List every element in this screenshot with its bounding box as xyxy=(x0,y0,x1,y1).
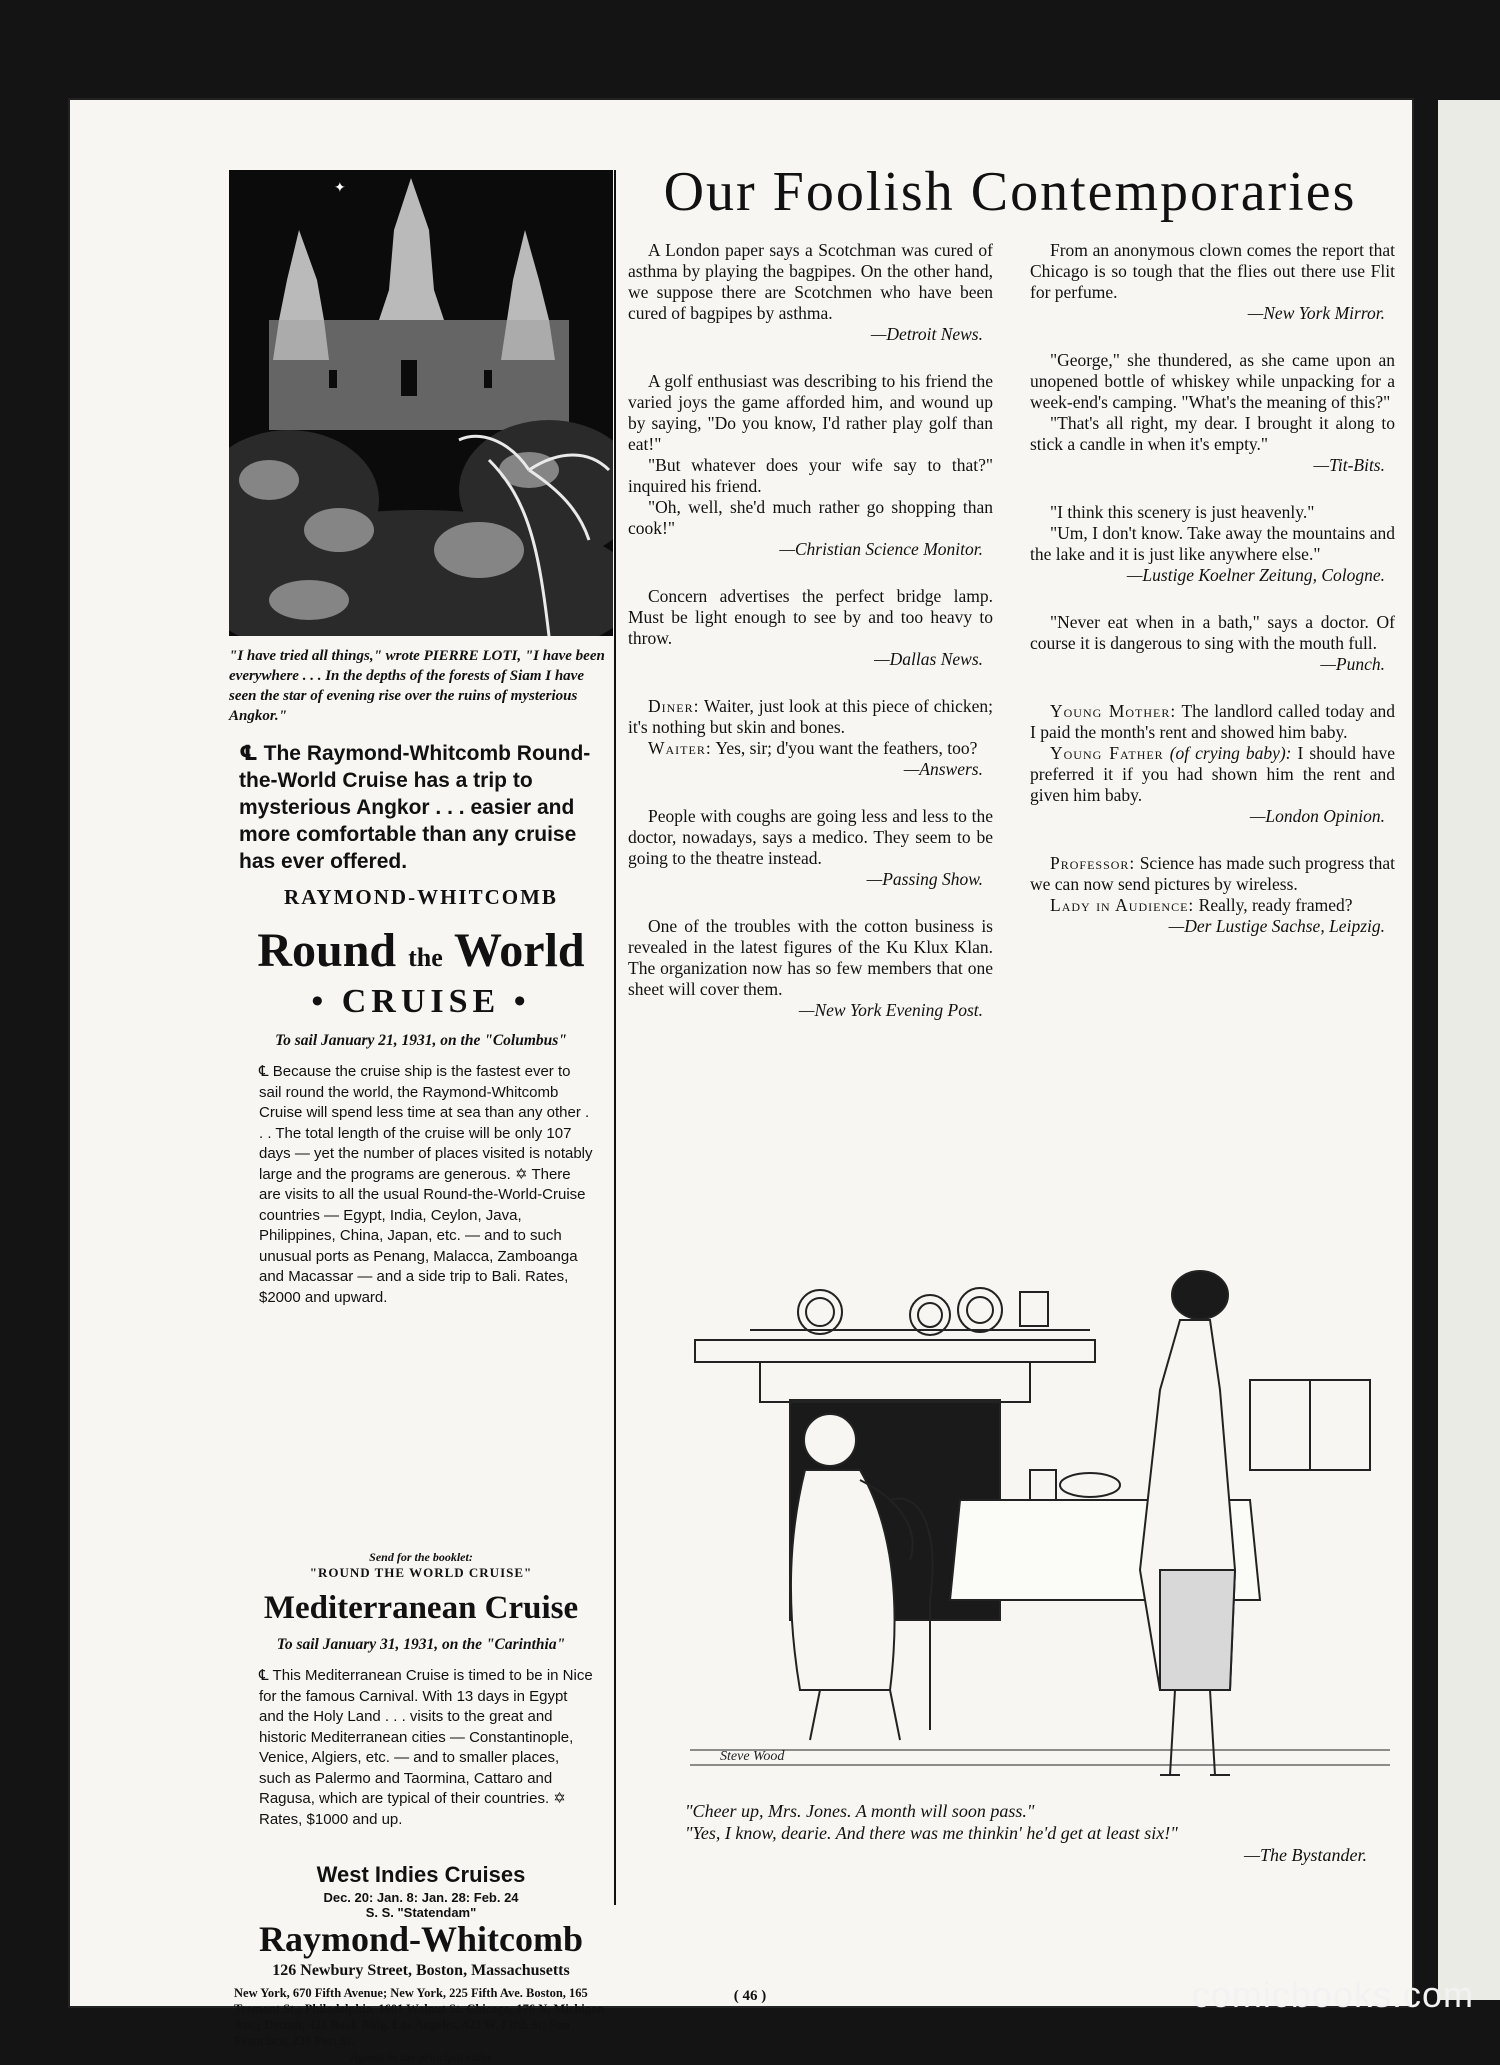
dialogue-text: Really, ready framed? xyxy=(1198,895,1353,915)
company-name: Raymond-Whitcomb xyxy=(258,1919,584,1959)
caption-line-1: "Cheer up, Mrs. Jones. A month will soon pass." xyxy=(685,1801,1035,1821)
dialogue-line xyxy=(628,738,993,759)
speaker: Young Mother: xyxy=(1050,701,1177,721)
speaker-note: (of crying baby): xyxy=(1169,743,1292,763)
joke-line: "But whatever does your wife say to that?" inquired his friend. xyxy=(628,455,993,496)
jokes-column-right xyxy=(1030,240,1395,963)
joke-source: —Der Lustige Sachse, Leipzig. xyxy=(1168,916,1385,936)
joke-source: —Lustige Koelner Zeitung, Cologne. xyxy=(1126,565,1385,585)
dialogue-line xyxy=(628,696,993,738)
rtw-sailing-date: To sail January 21, 1931, on the "Columbus" xyxy=(275,1032,567,1049)
joke-item xyxy=(628,696,993,780)
joke-line: "Oh, well, she'd much rather go shopping than cook!" xyxy=(628,497,993,538)
med-body-text: ℄ This Mediterranean Cruise is timed to be in Nice for the famous Carnival. With 13 days in Egypt and the Holy Land . . . visits to the great and historic Mediterranean cities — Constantinople, Venice, Algiers, etc. — and to smaller places, such as Palermo and Taormina, Cattaro and Ragusa, which are typical of their countries. ✡ Rates, $1000 and up. xyxy=(259,1667,593,1828)
west-indies-ship: S. S. "Statendam" xyxy=(365,1905,477,1920)
booklet-label: Send for the booklet: xyxy=(369,1550,473,1564)
cruise-heading: • CRUISE • xyxy=(311,983,531,1020)
caption-source: —The Bystander. xyxy=(1244,1845,1367,1865)
joke-item xyxy=(1030,701,1395,827)
speaker: Professor: xyxy=(1050,853,1136,873)
joke-item xyxy=(628,806,993,890)
rtw-word-world: World xyxy=(453,924,585,977)
joke-line: "That's all right, my dear. I brought it along to stick a candle in when it's empty." xyxy=(1030,413,1395,454)
mediterranean-heading: Mediterranean Cruise xyxy=(263,1590,579,1626)
speaker: Young Father xyxy=(1050,743,1164,763)
joke-item xyxy=(628,371,993,560)
dialogue-text: Yes, sir; d'you want the feathers, too? xyxy=(715,738,978,758)
branch-offices: New York, 670 Fifth Avenue; New York, 225 Fifth Ave. Boston, 165 Tremont St.; Philadelphia, 1601 Walnut St. Chicago, 176 N. Michigan Ave.; Detroit, 421 Book Bldg. Los Angeles, 423 W. Fifth St; San Francisco, 230 Post St. xyxy=(234,1986,605,2048)
cartoon-caption xyxy=(685,1800,1375,1866)
page-title: Our Foolish Contemporaries xyxy=(663,161,1357,223)
site-watermark: comicbooks.com xyxy=(1191,1974,1474,2015)
speaker: Lady in Audience: xyxy=(1050,895,1195,915)
joke-line: A golf enthusiast was describing to his friend the varied joys the game afforded him, and wound up by saying, "Do you know, I'd rather play golf than eat!" xyxy=(628,371,993,454)
page-number: ( 46 ) xyxy=(733,1988,767,2004)
joke-item xyxy=(1030,612,1395,675)
joke-source: —Tit-Bits. xyxy=(1313,455,1385,475)
pierre-loti-quote: "I have tried all things," wrote PIERRE LOTI, "I have been everywhere . . . In the depths of the forests of Siam I have seen the star of evening rise over the ruins of mysterious Angkor." xyxy=(229,648,605,724)
dialogue-text: Science has made such progress that we can now send pictures by wireless. xyxy=(1030,853,1395,894)
dialogue-line xyxy=(1030,701,1395,743)
joke-item xyxy=(1030,502,1395,586)
joke-source: —Christian Science Monitor. xyxy=(779,539,983,559)
dialogue-line xyxy=(1030,853,1395,895)
dialogue-text: Waiter, just look at this piece of chicken; it's nothing but skin and bones. xyxy=(628,696,993,737)
cartoon-signature: Steve Wood xyxy=(720,1749,785,1764)
joke-source: —New York Evening Post. xyxy=(798,1000,983,1020)
joke-text: A London paper says a Scotchman was cured of asthma by playing the bagpipes. On the other hand, we suppose there are Scotchmen who have been cured of bagpipes by asthma. xyxy=(628,240,993,323)
agents-note: Agents in the principal cities xyxy=(350,2050,492,2064)
joke-source: —Answers. xyxy=(903,759,983,779)
joke-item xyxy=(628,240,993,345)
joke-source: —London Opinion. xyxy=(1249,806,1385,826)
joke-text: From an anonymous clown comes the report that Chicago is so tough that the flies out there use Flit for perfume. xyxy=(1030,240,1395,302)
joke-text: One of the troubles with the cotton business is revealed in the latest figures of the Ku Klux Klan. The organization now has so few members that one sheet will cover them. xyxy=(628,916,993,999)
round-the-world-heading xyxy=(229,925,613,984)
rtw-body-text: ℄ Because the cruise ship is the fastest ever to sail round the world, the Raymond-Whitcomb Cruise will spend less time at sea than any other . . . The total length of the cruise will be only 107 days — yet the number of places visited is notably large and the programs are generous. ✡ There are visits to all the usual Round-the-World-Cruise countries — Egypt, India, Ceylon, Java, Philippines, China, Japan, etc. — and to such unusual ports as Penang, Malacca, Zamboanga and Macassar — and a side trip to Bali. Rates, $2000 and upward. xyxy=(259,1063,593,1306)
rtw-word-the: the xyxy=(408,943,443,972)
svg-text:✦: ✦ xyxy=(334,180,346,196)
speaker: Diner: xyxy=(648,696,700,716)
joke-source: —Detroit News. xyxy=(870,324,983,344)
dialogue-line xyxy=(1030,743,1395,806)
joke-item xyxy=(1030,350,1395,476)
west-indies-dates xyxy=(229,1890,613,1920)
joke-line: "I think this scenery is just heavenly." xyxy=(1050,502,1315,522)
rtw-word-round: Round xyxy=(257,924,397,977)
dialogue-text: The landlord called today and I paid the month's rent and showed him baby. xyxy=(1030,701,1396,742)
joke-source: —Dallas News. xyxy=(874,649,983,669)
joke-line: "George," she thundered, as she came upon an unopened bottle of whiskey while unpacking for a week-end's camping. "What's the meaning of this?" xyxy=(1030,350,1395,412)
ad-lead-paragraph: ℄ The Raymond-Whitcomb Round-the-World Cruise has a trip to mysterious Angkor . . . easier and more comfortable than any cruise has ever offered. xyxy=(239,742,591,873)
med-sailing-date: To sail January 31, 1931, on the "Carinthia" xyxy=(276,1636,566,1653)
joke-text: Concern advertises the perfect bridge lamp. Must be light enough to see by and too heavy to throw. xyxy=(628,586,993,648)
west-indies-heading: West Indies Cruises xyxy=(316,1862,526,1887)
joke-source: —Passing Show. xyxy=(866,869,983,889)
company-address: 126 Newbury Street, Boston, Massachusetts xyxy=(272,1962,570,1979)
raymond-whitcomb-advertisement xyxy=(229,170,616,2064)
joke-source: —New York Mirror. xyxy=(1247,303,1385,323)
dialogue-line xyxy=(1030,895,1395,916)
joke-item xyxy=(628,586,993,670)
jokes-column-left xyxy=(628,240,993,1047)
dialogue-text: I should have preferred it if you had shown him the rent and given him baby. xyxy=(1030,743,1396,805)
joke-line: "Um, I don't know. Take away the mountains and the lake and it is just like anywhere else." xyxy=(1030,523,1395,564)
booklet-title: "ROUND THE WORLD CRUISE" xyxy=(309,1565,533,1580)
west-indies-date-list: Dec. 20: Jan. 8: Jan. 28: Feb. 24 xyxy=(323,1890,519,1905)
joke-text: "Never eat when in a bath," says a doctor. Of course it is dangerous to sing with the mouth full. xyxy=(1030,612,1395,653)
speaker: Waiter: xyxy=(648,738,712,758)
joke-text: People with coughs are going less and less to the doctor, nowadays, says a medico. They seem to be going to the theatre instead. xyxy=(628,806,993,868)
joke-item xyxy=(1030,853,1395,937)
joke-item xyxy=(628,916,993,1021)
adjacent-page-edge xyxy=(1438,100,1500,2000)
cartoon-illustration xyxy=(690,1270,1390,1790)
joke-item xyxy=(1030,240,1395,324)
angkor-temple-illustration xyxy=(229,170,613,636)
ad-brand-line: RAYMOND-WHITCOMB xyxy=(284,885,558,909)
caption-line-2: "Yes, I know, dearie. And there was me thinkin' he'd get at least six!" xyxy=(685,1823,1178,1843)
joke-source: —Punch. xyxy=(1320,654,1385,674)
